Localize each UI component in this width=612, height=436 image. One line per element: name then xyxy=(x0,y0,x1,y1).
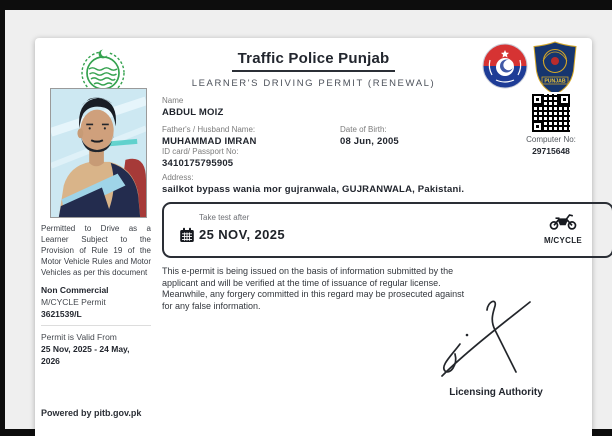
test-date-box xyxy=(162,202,612,258)
take-test-after-label: Take test after xyxy=(199,213,250,222)
vehicle-category xyxy=(540,212,586,245)
page-subtitle: LEARNER'S DRIVING PERMIT (RENEWAL) xyxy=(191,78,436,89)
disclaimer-text: This e-permit is being issued on the basis of information submitted by the applicant and will be verified at the time of issuance of regular license. Meanwhile, any forgery committed in this regard may be prosecuted against for any false information. xyxy=(162,266,465,312)
computer-number-block xyxy=(518,94,584,156)
name-label: Name xyxy=(162,96,184,105)
shield-banner-text: PUNJAB xyxy=(544,78,566,85)
qr-finder-icon xyxy=(532,121,543,132)
validity-range: 25 Nov, 2025 - 24 May, 2026 xyxy=(41,344,130,366)
dob-label: Date of Birth: xyxy=(340,125,387,134)
name-value: ABDUL MOIZ xyxy=(162,107,224,118)
father-name-value: MUHAMMAD IMRAN xyxy=(162,136,257,147)
divider xyxy=(41,325,151,326)
qr-finder-icon xyxy=(559,94,570,105)
qr-finder-icon xyxy=(532,94,543,105)
permit-type: M/CYCLE Permit xyxy=(41,297,106,308)
category-label: Non Commercial xyxy=(41,285,109,296)
id-card-field xyxy=(162,147,238,169)
address-value: sailkot bypass wania mor gujranwala, GUJRANWALA, Pakistani. xyxy=(162,184,465,195)
computer-no-value: 29715648 xyxy=(532,146,570,156)
address-label: Address: xyxy=(162,173,194,182)
dob-value: 08 Jun, 2005 xyxy=(340,136,399,147)
father-name-field xyxy=(162,125,257,147)
applicant-photo xyxy=(50,88,147,218)
calendar-icon xyxy=(179,227,195,243)
computer-no-label: Computer No: xyxy=(526,135,576,144)
address-field xyxy=(162,173,582,195)
permission-text: Permitted to Drive as a Learner Subject to the Provision of Rule 19 of the Motor Vehicle Rules and Motor Vehicles as per this document xyxy=(41,224,151,277)
signature-icon xyxy=(430,294,562,384)
dob-field xyxy=(340,125,399,147)
test-date-value: 25 NOV, 2025 xyxy=(199,227,285,242)
name-field xyxy=(162,96,223,118)
motorcycle-icon xyxy=(548,212,578,230)
permit-number: 3621539/L xyxy=(41,309,82,320)
punjab-police-roundel-icon xyxy=(482,43,528,89)
licensing-authority-label: Licensing Authority xyxy=(449,387,543,398)
traffic-police-shield-badge-icon xyxy=(530,40,580,96)
permit-document-card xyxy=(35,38,592,436)
qr-code-icon xyxy=(532,94,570,132)
vehicle-category-label: M/CYCLE xyxy=(543,236,583,245)
father-name-label: Father's / Husband Name: xyxy=(162,125,256,134)
page-title: Traffic Police Punjab xyxy=(232,50,396,72)
powered-by-text: Powered by pitb.gov.pk xyxy=(41,408,142,418)
id-card-value: 3410175795905 xyxy=(162,158,234,169)
left-panel xyxy=(41,224,151,367)
validity-label: Permit is Valid From xyxy=(41,332,117,343)
id-card-label: ID card/ Passport No: xyxy=(162,147,239,156)
